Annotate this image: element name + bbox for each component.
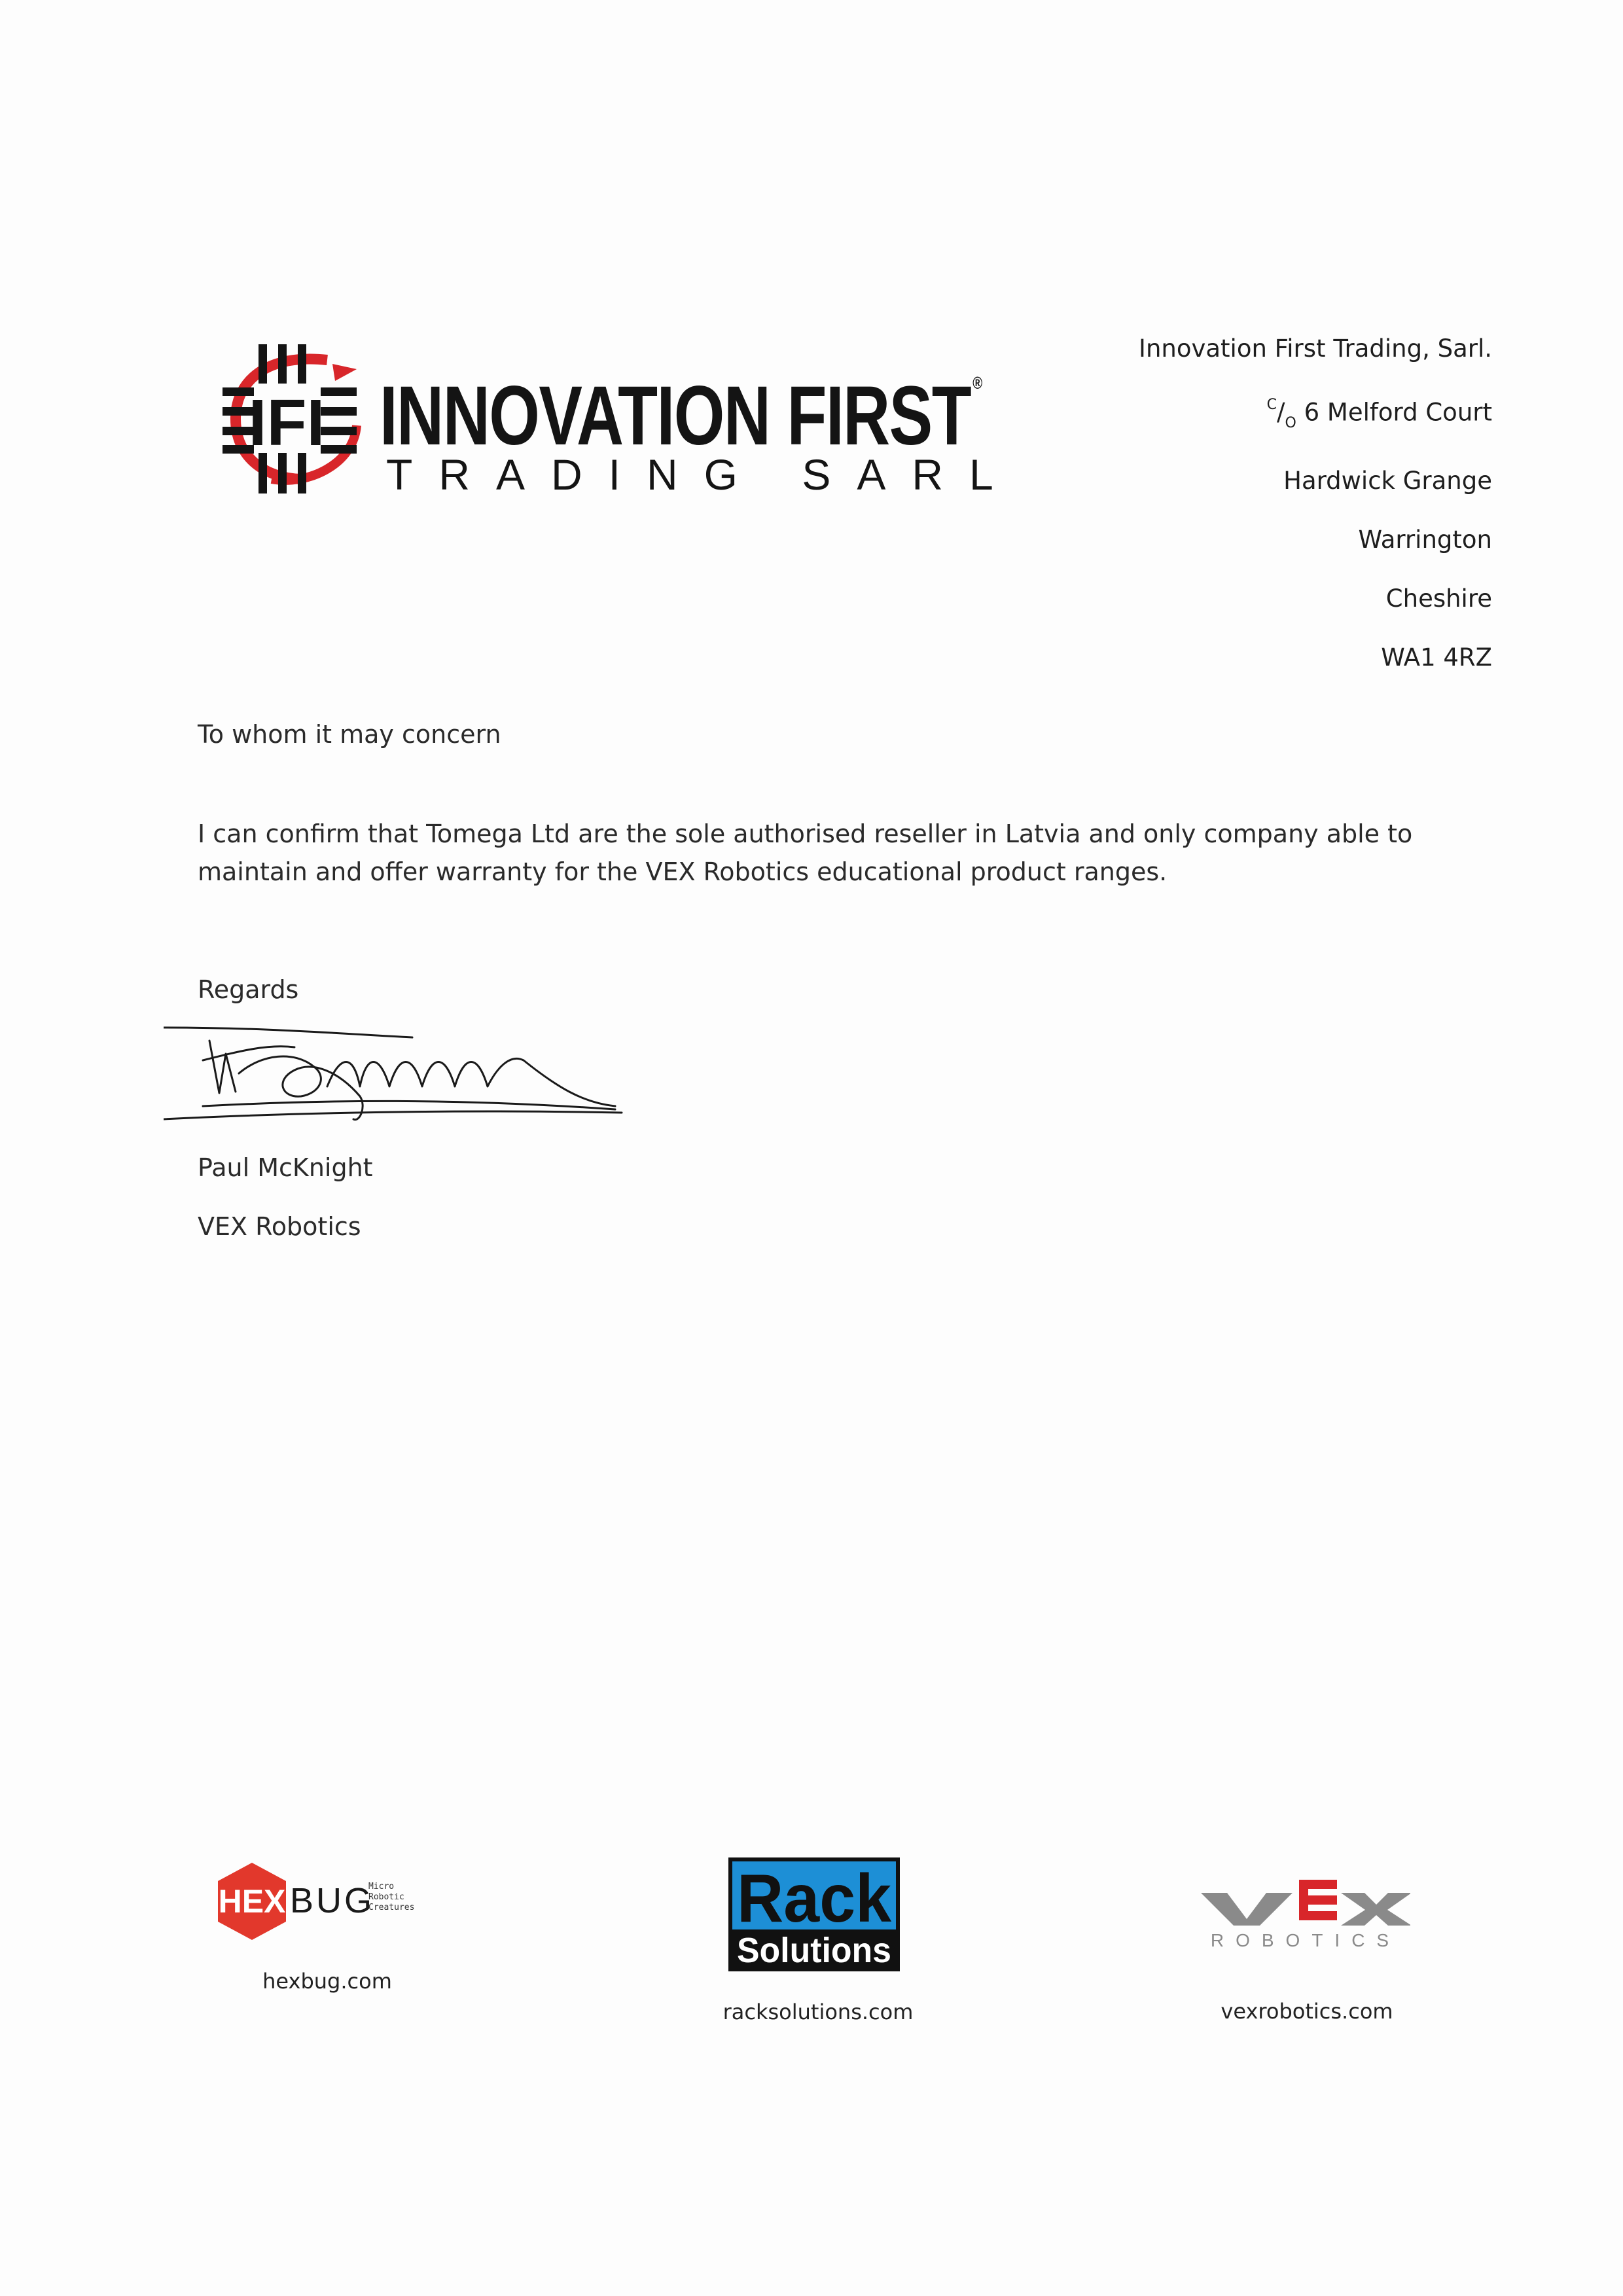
hexbug-hex-text: HEX — [218, 1883, 286, 1920]
vexrobotics-url[interactable]: vexrobotics.com — [1221, 1999, 1393, 2024]
vex-robotics-logo — [1201, 1878, 1410, 1950]
brand-name-text: INNOVATION FIRST — [380, 369, 971, 463]
racksolutions-logo — [728, 1857, 900, 1971]
vex-logo-subtitle: ROBOTICS — [1210, 1930, 1401, 1950]
ifi-emblem-icon — [223, 340, 373, 497]
hexbug-tagline-3: Creatures — [368, 1903, 415, 1912]
care-of-bottom: O — [1285, 414, 1296, 431]
care-of-top: C — [1266, 397, 1277, 413]
registered-mark: ® — [972, 373, 982, 393]
address-town: Warrington — [1358, 525, 1492, 554]
rack-logo-line-2: Solutions — [737, 1931, 891, 1970]
brand-name — [380, 369, 982, 463]
address-county: Cheshire — [1385, 584, 1492, 613]
hexbug-url[interactable]: hexbug.com — [262, 1969, 392, 1994]
handwritten-signature — [164, 1014, 674, 1145]
body-line-1: I can confirm that Tomega Ltd are the sole authorised reseller in Latvia and only company able to — [198, 819, 1413, 848]
address-postcode: WA1 4RZ — [1381, 643, 1492, 672]
body-line-2: maintain and offer warranty for the VEX Robotics educational product ranges. — [198, 857, 1168, 886]
hexbug-tagline-2: Robotic — [368, 1892, 404, 1902]
hexbug-logo — [213, 1857, 448, 1949]
address-street — [1139, 378, 1492, 452]
hexbug-tagline-1: Micro — [368, 1882, 395, 1892]
racksolutions-url[interactable]: racksolutions.com — [722, 2000, 914, 2024]
closing: Regards — [198, 975, 299, 1004]
brand-subtitle: TRADING SARL — [386, 450, 1020, 499]
salutation: To whom it may concern — [198, 720, 501, 749]
sender-address — [1139, 319, 1492, 687]
innovation-first-logo — [223, 340, 1020, 499]
address-street-text: 6 Melford Court — [1304, 398, 1492, 427]
address-company: Innovation First Trading, Sarl. — [1139, 334, 1492, 363]
signer-name: Paul McKnight — [198, 1153, 373, 1182]
hexbug-bug-text: BUG — [290, 1881, 375, 1920]
rack-logo-line-1: Rack — [737, 1861, 892, 1937]
ifi-letters: IFI — [248, 386, 325, 459]
address-area: Hardwick Grange — [1283, 466, 1492, 495]
care-of-mark: $^C/_O$ — [1266, 397, 1296, 431]
signer-organization: VEX Robotics — [198, 1212, 361, 1241]
body-paragraph — [198, 815, 1412, 891]
